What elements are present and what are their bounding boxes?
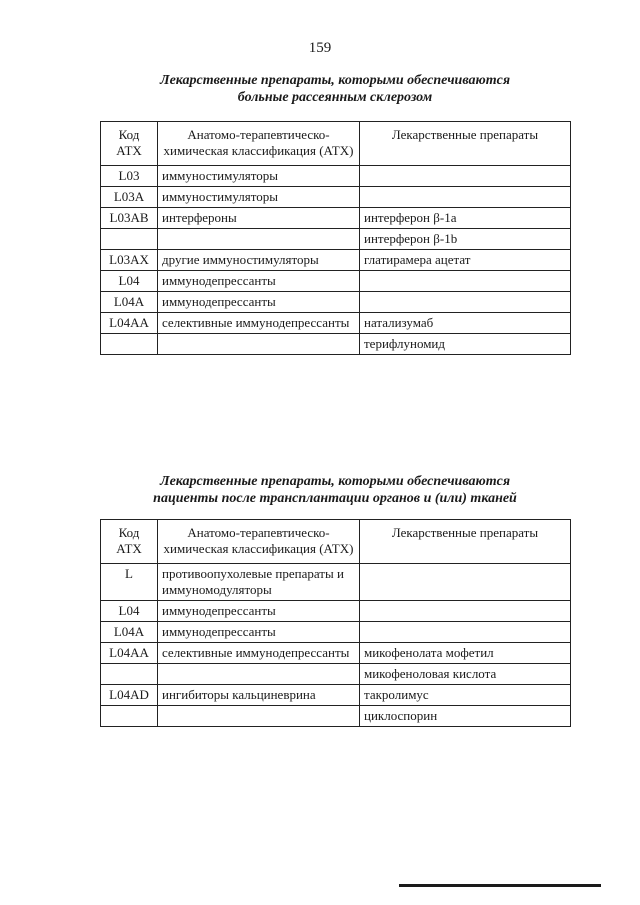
table-row	[101, 313, 571, 334]
drug-name: такролимус	[360, 685, 571, 706]
atx-code: L04AD	[101, 685, 158, 706]
page-number: 159	[308, 40, 332, 56]
atx-class: селективные иммунодепрессанты	[158, 313, 360, 334]
atx-class: иммуностимуляторы	[158, 166, 360, 187]
atx-class	[158, 229, 360, 250]
drug-name	[360, 292, 571, 313]
drug-name: терифлуномид	[360, 334, 571, 355]
header-code: Код АТХ	[101, 122, 158, 166]
atx-class: другие иммуностимуляторы	[158, 250, 360, 271]
table-header-row	[101, 520, 571, 564]
atx-code: L04	[101, 601, 158, 622]
atx-class: иммунодепрессанты	[158, 271, 360, 292]
table-row	[101, 685, 571, 706]
table-row	[101, 664, 571, 685]
atx-code: L03A	[101, 187, 158, 208]
table-row	[101, 643, 571, 664]
drug-name	[360, 622, 571, 643]
atx-code: L04A	[101, 292, 158, 313]
drug-table-multiple-sclerosis	[100, 121, 571, 355]
atx-code	[101, 664, 158, 685]
drug-table-transplant	[100, 519, 571, 727]
header-drugs: Лекарственные препараты	[360, 122, 571, 166]
atx-class	[158, 664, 360, 685]
footer-rule	[399, 884, 601, 887]
table-row	[101, 187, 571, 208]
drug-name	[360, 601, 571, 622]
drug-name: натализумаб	[360, 313, 571, 334]
table-row	[101, 166, 571, 187]
atx-code	[101, 334, 158, 355]
table-row	[101, 601, 571, 622]
atx-code: L04AA	[101, 313, 158, 334]
atx-class: иммуностимуляторы	[158, 187, 360, 208]
table-row	[101, 208, 571, 229]
drug-name: интерферон β-1b	[360, 229, 571, 250]
atx-code: L03AB	[101, 208, 158, 229]
atx-code: L04A	[101, 622, 158, 643]
drug-name: микофеноловая кислота	[360, 664, 571, 685]
atx-code: L03	[101, 166, 158, 187]
atx-code: L	[101, 564, 158, 601]
header-code: Код АТХ	[101, 520, 158, 564]
title-line: пациенты после трансплантации органов и (или) тканей	[153, 491, 517, 506]
title-line: больные рассеянным склерозом	[237, 90, 433, 105]
atx-class: селективные иммунодепрессанты	[158, 643, 360, 664]
title-line: Лекарственные препараты, которыми обеспечиваются	[159, 73, 511, 88]
section-title-transplant	[100, 473, 570, 507]
drug-name: интерферон β-1a	[360, 208, 571, 229]
atx-class: иммунодепрессанты	[158, 292, 360, 313]
atx-class: интерфероны	[158, 208, 360, 229]
drug-name	[360, 271, 571, 292]
atx-class: иммунодепрессанты	[158, 622, 360, 643]
atx-class	[158, 706, 360, 727]
header-classification: Анатомо-терапевтическо-химическая классификация (АТХ)	[158, 122, 360, 166]
section-title-multiple-sclerosis	[100, 72, 570, 106]
table-header-row	[101, 122, 571, 166]
atx-class: иммунодепрессанты	[158, 601, 360, 622]
table-row	[101, 706, 571, 727]
drug-name	[360, 564, 571, 601]
drug-name: циклоспорин	[360, 706, 571, 727]
atx-class: противоопухолевые препараты и иммуномодуляторы	[158, 564, 360, 601]
drug-name	[360, 187, 571, 208]
table-row	[101, 334, 571, 355]
title-line: Лекарственные препараты, которыми обеспечиваются	[159, 474, 511, 489]
drug-name	[360, 166, 571, 187]
atx-code	[101, 706, 158, 727]
drug-name: глатирамера ацетат	[360, 250, 571, 271]
header-classification: Анатомо-терапевтическо-химическая классификация (АТХ)	[158, 520, 360, 564]
atx-code: L04	[101, 271, 158, 292]
header-drugs: Лекарственные препараты	[360, 520, 571, 564]
atx-code: L03AX	[101, 250, 158, 271]
atx-code	[101, 229, 158, 250]
table-row	[101, 622, 571, 643]
atx-class: ингибиторы кальциневрина	[158, 685, 360, 706]
table-row	[101, 250, 571, 271]
table-row	[101, 271, 571, 292]
table-row	[101, 564, 571, 601]
table-row	[101, 229, 571, 250]
atx-class	[158, 334, 360, 355]
table-row	[101, 292, 571, 313]
atx-code: L04AA	[101, 643, 158, 664]
drug-name: микофенолата мофетил	[360, 643, 571, 664]
